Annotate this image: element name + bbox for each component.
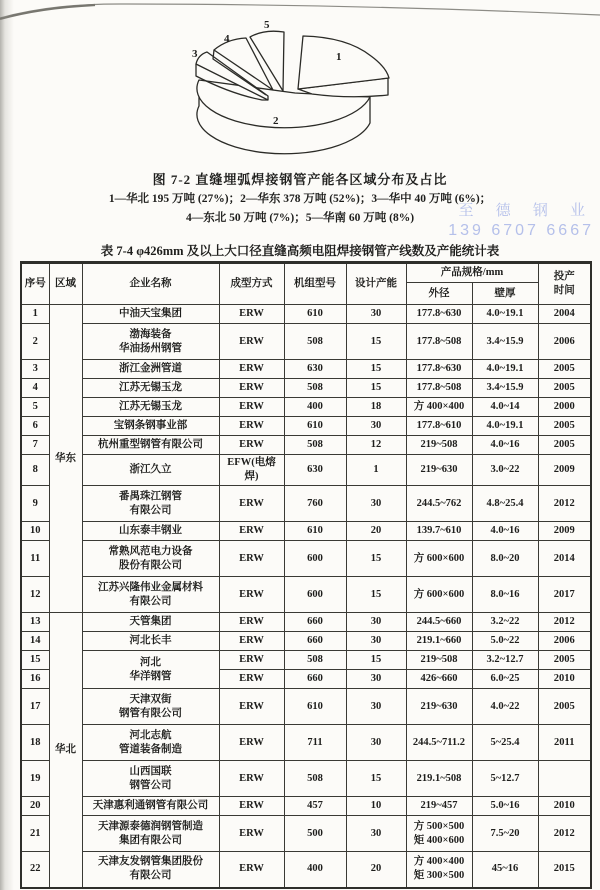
cell-forming: ERW bbox=[219, 632, 284, 651]
cell-company bbox=[82, 455, 219, 486]
cell-no: 6 bbox=[21, 417, 49, 436]
cell-no: 19 bbox=[21, 761, 49, 797]
col-header-region: 区域 bbox=[49, 263, 82, 305]
cell-wt: 5~25.4 bbox=[472, 725, 538, 761]
slice-label-1: 1 bbox=[336, 51, 342, 63]
cell-wt: 3.2~12.7 bbox=[472, 651, 538, 670]
cell-od-line: 方 400×400 bbox=[413, 401, 465, 412]
cell-od bbox=[406, 761, 472, 797]
cell-wt: 3.0~22 bbox=[472, 455, 538, 486]
cell-company bbox=[82, 486, 219, 522]
cell-wt: 8.0~20 bbox=[472, 541, 538, 577]
cell-od bbox=[406, 670, 472, 689]
cell-company-line: 江苏无锡玉龙 bbox=[119, 382, 182, 393]
cell-model: 660 bbox=[284, 613, 346, 632]
slice-label-5: 5 bbox=[264, 19, 270, 31]
col-header-year-line2: 时间 bbox=[553, 285, 575, 296]
cell-company bbox=[82, 577, 219, 613]
cell-capacity: 30 bbox=[346, 689, 406, 725]
col-header-spec-group: 产品规格/mm bbox=[406, 263, 538, 283]
cell-od-line: 177.8~508 bbox=[416, 335, 462, 347]
slice-label-2: 2 bbox=[273, 115, 279, 127]
cell-wt: 8.0~16 bbox=[472, 577, 538, 613]
cell-model: 760 bbox=[284, 486, 346, 522]
cell-wt: 5.0~22 bbox=[472, 632, 538, 651]
cell-od-line: 177.8~508 bbox=[416, 382, 462, 393]
cell-od-line: 方 600×600 bbox=[413, 588, 465, 600]
cell-company bbox=[82, 398, 219, 417]
cell-model: 600 bbox=[284, 541, 346, 577]
cell-company-line: 番禺珠江钢管 bbox=[119, 490, 182, 502]
cell-forming: ERW bbox=[219, 816, 284, 852]
cell-od-line: 方 500×500 bbox=[413, 820, 465, 832]
slice-label-3: 3 bbox=[192, 48, 198, 60]
cell-company-line: 常熟风范电力设备 bbox=[108, 545, 193, 557]
cell-wt: 4.8~25.4 bbox=[472, 486, 538, 522]
cell-capacity: 30 bbox=[346, 486, 406, 522]
cell-capacity: 15 bbox=[346, 324, 406, 360]
cell-company-line: 河北志航 bbox=[129, 729, 172, 741]
cell-company-line: 有限公司 bbox=[129, 870, 172, 882]
col-header-forming: 成型方式 bbox=[219, 263, 284, 305]
cell-od-line: 244.5~762 bbox=[416, 497, 462, 509]
table-row bbox=[21, 324, 591, 360]
cell-forming: ERW bbox=[219, 522, 284, 541]
cell-od bbox=[406, 852, 472, 888]
cell-company-line: 宝钢条钢事业部 bbox=[113, 420, 188, 431]
cell-no: 8 bbox=[21, 455, 49, 486]
cell-wt: 3.4~15.9 bbox=[472, 379, 538, 398]
cell-wt: 6.0~25 bbox=[472, 670, 538, 689]
watermark bbox=[448, 201, 594, 241]
cell-wt: 45~16 bbox=[472, 852, 538, 888]
table-row bbox=[21, 398, 591, 417]
cell-od-line: 244.5~660 bbox=[416, 616, 462, 627]
cell-model: 508 bbox=[284, 324, 346, 360]
cell-forming: ERW bbox=[219, 541, 284, 577]
cell-company bbox=[82, 689, 219, 725]
cell-od-line: 177.8~610 bbox=[416, 420, 462, 431]
cell-company-line: 天管集团 bbox=[129, 616, 172, 627]
cell-company bbox=[82, 417, 219, 436]
col-header-od: 外径 bbox=[406, 283, 472, 305]
cell-company-line: 江苏兴隆伟业金属材料 bbox=[98, 581, 203, 593]
cell-od-line: 177.8~630 bbox=[416, 363, 462, 374]
table-row bbox=[21, 455, 591, 486]
cell-company-line: 山东泰丰钢业 bbox=[119, 525, 182, 536]
cell-company bbox=[82, 613, 219, 632]
cell-model: 508 bbox=[284, 761, 346, 797]
cell-od-line: 139.7~610 bbox=[416, 525, 462, 536]
cell-wt: 5~12.7 bbox=[472, 761, 538, 797]
cell-no: 11 bbox=[21, 541, 49, 577]
cell-od-line: 方 400×400 bbox=[413, 856, 465, 868]
cell-od-line: 244.5~711.2 bbox=[412, 736, 466, 748]
cell-company bbox=[82, 632, 219, 651]
cell-no: 14 bbox=[21, 632, 49, 651]
cell-capacity: 1 bbox=[346, 455, 406, 486]
cell-no: 1 bbox=[21, 305, 49, 324]
cell-forming: ERW bbox=[219, 486, 284, 522]
cell-model: 610 bbox=[284, 689, 346, 725]
figure-legend-line1: 1—华北 195 万吨 (27%)；2—华东 378 万吨 (52%)；3—华中 40 万吨 (6%)； bbox=[108, 193, 492, 205]
cell-forming: ERW bbox=[219, 689, 284, 725]
cell-no: 15 bbox=[21, 651, 49, 670]
cell-company-line: 天津源泰德润钢管制造 bbox=[98, 820, 203, 832]
cell-no: 9 bbox=[21, 486, 49, 522]
cell-capacity: 30 bbox=[346, 725, 406, 761]
table-row bbox=[21, 816, 591, 852]
cell-capacity: 18 bbox=[346, 398, 406, 417]
cell-model: 630 bbox=[284, 455, 346, 486]
cell-capacity: 15 bbox=[346, 541, 406, 577]
cell-forming: ERW bbox=[219, 360, 284, 379]
table-row bbox=[21, 577, 591, 613]
cell-wt: 4.0~16 bbox=[472, 522, 538, 541]
table-row bbox=[21, 486, 591, 522]
cell-capacity: 30 bbox=[346, 305, 406, 324]
cell-no: 21 bbox=[21, 816, 49, 852]
table-row bbox=[21, 541, 591, 577]
cell-od bbox=[406, 651, 472, 670]
cell-company bbox=[82, 324, 219, 360]
cell-year: 2009 bbox=[538, 455, 591, 486]
cell-capacity: 30 bbox=[346, 816, 406, 852]
header-row-1 bbox=[21, 263, 591, 283]
slice-label-4: 4 bbox=[224, 33, 230, 45]
cell-company-line: 管道装备制造 bbox=[119, 743, 182, 755]
col-header-no: 序号 bbox=[21, 263, 49, 305]
cell-capacity: 30 bbox=[346, 417, 406, 436]
cell-forming: ERW bbox=[219, 725, 284, 761]
cell-company bbox=[82, 379, 219, 398]
cell-year: 2011 bbox=[538, 725, 591, 761]
cell-model: 630 bbox=[284, 360, 346, 379]
cell-od bbox=[406, 816, 472, 852]
watermark-phone: 139 6707 6667 bbox=[448, 222, 594, 239]
table-row bbox=[21, 417, 591, 436]
cell-company-line: 有限公司 bbox=[129, 595, 172, 607]
watermark-company: 至 德 钢 业 bbox=[458, 202, 594, 219]
cell-wt: 4.0~19.1 bbox=[472, 360, 538, 379]
cell-model: 660 bbox=[284, 632, 346, 651]
cell-od-line: 219.1~508 bbox=[416, 772, 462, 784]
cell-od-line: 方 600×600 bbox=[413, 552, 465, 564]
cell-year: 2017 bbox=[538, 577, 591, 613]
cell-year: 2014 bbox=[538, 541, 591, 577]
cell-company-line: 集团有限公司 bbox=[119, 834, 182, 846]
cell-od bbox=[406, 613, 472, 632]
figure-caption: 图 7-2 直缝埋弧焊接钢管产能各区域分布及占比 bbox=[152, 172, 448, 187]
cell-capacity: 15 bbox=[346, 577, 406, 613]
cell-capacity: 30 bbox=[346, 632, 406, 651]
cell-wt: 7.5~20 bbox=[472, 816, 538, 852]
table-title: 表 7-4 φ426mm 及以上大口径直缝高频电阻焊接钢管产线数及产能统计表 bbox=[100, 244, 500, 258]
cell-company-line: 江苏无锡玉龙 bbox=[119, 401, 182, 412]
table-row bbox=[21, 852, 591, 888]
cell-od bbox=[406, 725, 472, 761]
cell-capacity: 15 bbox=[346, 360, 406, 379]
cell-model: 660 bbox=[284, 670, 346, 689]
col-header-year bbox=[538, 263, 591, 305]
cell-company-line: 钢管有限公司 bbox=[119, 707, 182, 719]
table-row bbox=[21, 689, 591, 725]
cell-company-line: 股份有限公司 bbox=[119, 559, 182, 571]
cell-year: 2005 bbox=[538, 436, 591, 455]
cell-od bbox=[406, 522, 472, 541]
cell-company bbox=[82, 852, 219, 888]
cell-od-line: 矩 300×500 bbox=[413, 870, 465, 882]
cell-od bbox=[406, 305, 472, 324]
cell-no: 10 bbox=[21, 522, 49, 541]
cell-model: 508 bbox=[284, 379, 346, 398]
cell-company bbox=[82, 725, 219, 761]
cell-forming: ERW bbox=[219, 417, 284, 436]
cell-wt: 4.0~19.1 bbox=[472, 417, 538, 436]
cell-od-line: 219~630 bbox=[420, 464, 458, 475]
cell-wt: 5.0~16 bbox=[472, 797, 538, 816]
cell-company bbox=[82, 305, 219, 324]
cell-region: 华北 bbox=[49, 613, 82, 888]
cell-no: 16 bbox=[21, 670, 49, 689]
col-header-capacity: 设计产能 bbox=[346, 263, 406, 305]
cell-company-line: 浙江金洲管道 bbox=[119, 363, 182, 374]
cell-od bbox=[406, 360, 472, 379]
cell-od bbox=[406, 689, 472, 725]
cell-od-line: 219~457 bbox=[420, 800, 458, 811]
cell-company bbox=[82, 522, 219, 541]
cell-year: 2006 bbox=[538, 324, 591, 360]
cell-od-line: 219.1~660 bbox=[416, 635, 462, 646]
cell-year: 2005 bbox=[538, 360, 591, 379]
cell-company-line: 天津惠利通钢管有限公司 bbox=[92, 800, 209, 811]
cell-company-line: 河北 bbox=[140, 656, 161, 668]
cell-year: 2010 bbox=[538, 797, 591, 816]
cell-model: 610 bbox=[284, 522, 346, 541]
cell-year: 2005 bbox=[538, 417, 591, 436]
cell-company-line: 中油天宝集团 bbox=[119, 308, 182, 319]
cell-company-line: 华油扬州钢管 bbox=[119, 342, 182, 354]
col-header-year-line1: 投产 bbox=[553, 271, 575, 282]
cell-wt: 4.0~16 bbox=[472, 436, 538, 455]
cell-company bbox=[82, 797, 219, 816]
table-row bbox=[21, 632, 591, 651]
cell-model: 400 bbox=[284, 852, 346, 888]
cell-forming: EFW(电熔焊) bbox=[219, 455, 284, 486]
cell-company-line: 钢管公司 bbox=[129, 779, 172, 791]
cell-model: 400 bbox=[284, 398, 346, 417]
cell-year: 2010 bbox=[538, 670, 591, 689]
cell-model: 508 bbox=[284, 651, 346, 670]
cell-no: 4 bbox=[21, 379, 49, 398]
table-row bbox=[21, 797, 591, 816]
cell-year: 2015 bbox=[538, 852, 591, 888]
col-header-company: 企业名称 bbox=[82, 263, 219, 305]
cell-forming: ERW bbox=[219, 651, 284, 670]
cell-forming: ERW bbox=[219, 577, 284, 613]
cell-capacity: 20 bbox=[346, 522, 406, 541]
cell-forming: ERW bbox=[219, 379, 284, 398]
col-header-wt: 壁厚 bbox=[472, 283, 538, 305]
cell-company bbox=[82, 651, 219, 689]
cell-no: 18 bbox=[21, 725, 49, 761]
cell-model: 711 bbox=[284, 725, 346, 761]
cell-no: 13 bbox=[21, 613, 49, 632]
cell-capacity: 20 bbox=[346, 852, 406, 888]
cell-od bbox=[406, 417, 472, 436]
cell-od bbox=[406, 436, 472, 455]
cell-forming: ERW bbox=[219, 613, 284, 632]
cell-company-line: 天津双街 bbox=[129, 693, 172, 705]
cell-wt: 4.0~19.1 bbox=[472, 305, 538, 324]
cell-company-line: 山西国联 bbox=[129, 765, 172, 777]
cell-od-line: 219~508 bbox=[420, 439, 458, 450]
cell-capacity: 30 bbox=[346, 670, 406, 689]
col-header-model: 机组型号 bbox=[284, 263, 346, 305]
cell-no: 2 bbox=[21, 324, 49, 360]
cell-od bbox=[406, 324, 472, 360]
cell-no: 5 bbox=[21, 398, 49, 417]
cell-year: 2000 bbox=[538, 398, 591, 417]
cell-od bbox=[406, 577, 472, 613]
cell-model: 610 bbox=[284, 305, 346, 324]
cell-forming: ERW bbox=[219, 398, 284, 417]
pie-chart-figure bbox=[0, 14, 600, 172]
table-body bbox=[21, 305, 591, 888]
cell-region: 华东 bbox=[49, 305, 82, 613]
cell-no: 20 bbox=[21, 797, 49, 816]
table-row bbox=[21, 725, 591, 761]
cell-year: 2009 bbox=[538, 522, 591, 541]
cell-forming: ERW bbox=[219, 670, 284, 689]
capacity-table bbox=[20, 261, 592, 889]
cell-year: 2006 bbox=[538, 632, 591, 651]
cell-od bbox=[406, 486, 472, 522]
cell-year: 2005 bbox=[538, 689, 591, 725]
cell-forming: ERW bbox=[219, 852, 284, 888]
cell-company-line: 天津友发钢管集团股份 bbox=[98, 856, 203, 868]
cell-company-line: 华洋钢管 bbox=[129, 670, 172, 682]
cell-od bbox=[406, 541, 472, 577]
cell-od-line: 219~630 bbox=[420, 700, 458, 712]
cell-wt: 3.2~22 bbox=[472, 613, 538, 632]
cell-year: 2012 bbox=[538, 613, 591, 632]
cell-capacity: 10 bbox=[346, 797, 406, 816]
cell-forming: ERW bbox=[219, 324, 284, 360]
table-row bbox=[21, 305, 591, 324]
cell-forming: ERW bbox=[219, 305, 284, 324]
table-row bbox=[21, 522, 591, 541]
cell-company bbox=[82, 541, 219, 577]
cell-wt: 4.0~22 bbox=[472, 689, 538, 725]
cell-od bbox=[406, 797, 472, 816]
cell-od bbox=[406, 455, 472, 486]
cell-capacity: 30 bbox=[346, 613, 406, 632]
cell-company bbox=[82, 360, 219, 379]
cell-model: 500 bbox=[284, 816, 346, 852]
table-row bbox=[21, 360, 591, 379]
table-row bbox=[21, 436, 591, 455]
cell-year: 2012 bbox=[538, 816, 591, 852]
cell-company bbox=[82, 436, 219, 455]
cell-od bbox=[406, 398, 472, 417]
cell-company bbox=[82, 816, 219, 852]
cell-od-line: 219~508 bbox=[420, 654, 458, 665]
cell-company-line: 浙江久立 bbox=[129, 464, 172, 475]
cell-no: 3 bbox=[21, 360, 49, 379]
cell-od-line: 矩 400×600 bbox=[413, 834, 465, 846]
cell-company-line: 渤海装备 bbox=[129, 328, 172, 340]
cell-od-line: 177.8~630 bbox=[416, 308, 462, 319]
cell-no: 22 bbox=[21, 852, 49, 888]
cell-year: 2004 bbox=[538, 305, 591, 324]
cell-forming: ERW bbox=[219, 436, 284, 455]
table-row bbox=[21, 613, 591, 632]
cell-company-line: 有限公司 bbox=[129, 504, 172, 516]
cell-no: 17 bbox=[21, 689, 49, 725]
cell-capacity: 15 bbox=[346, 651, 406, 670]
table-row bbox=[21, 761, 591, 797]
table-row bbox=[21, 379, 591, 398]
cell-no: 7 bbox=[21, 436, 49, 455]
cell-year: 2005 bbox=[538, 651, 591, 670]
figure-legend-line2: 4—东北 50 万吨 (7%)；5—华南 60 万吨 (8%) bbox=[185, 212, 415, 224]
cell-capacity: 12 bbox=[346, 436, 406, 455]
table-row bbox=[21, 651, 591, 670]
cell-wt: 3.4~15.9 bbox=[472, 324, 538, 360]
cell-company bbox=[82, 761, 219, 797]
cell-capacity: 15 bbox=[346, 379, 406, 398]
cell-od bbox=[406, 632, 472, 651]
cell-model: 600 bbox=[284, 577, 346, 613]
cell-model: 457 bbox=[284, 797, 346, 816]
cell-year bbox=[538, 761, 591, 797]
cell-od bbox=[406, 379, 472, 398]
cell-forming: ERW bbox=[219, 761, 284, 797]
cell-year: 2005 bbox=[538, 379, 591, 398]
cell-company-line: 杭州重型钢管有限公司 bbox=[98, 439, 203, 450]
cell-model: 508 bbox=[284, 436, 346, 455]
cell-model: 610 bbox=[284, 417, 346, 436]
cell-no: 12 bbox=[21, 577, 49, 613]
cell-year: 2012 bbox=[538, 486, 591, 522]
cell-company-line: 河北长丰 bbox=[129, 635, 172, 646]
cell-wt: 4.0~14 bbox=[472, 398, 538, 417]
cell-capacity: 15 bbox=[346, 761, 406, 797]
cell-od-line: 426~660 bbox=[420, 673, 458, 684]
cell-forming: ERW bbox=[219, 797, 284, 816]
